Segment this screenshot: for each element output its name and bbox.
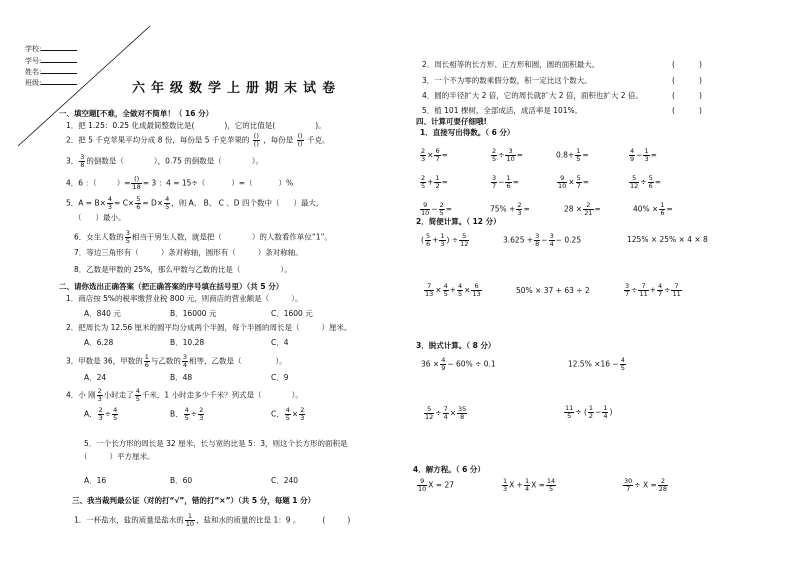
student-number-label: 学号: [25,58,77,65]
s4-p1-r3-c: 28 × $\frac{2}{21}$ = [564,201,601,217]
s2-q1-option-c[interactable]: C．1600 元 [271,309,313,318]
s1-q6: 6．女生人数的 $\frac{3}{5}$ 相当于男生人数，就是把（ ）的人数看作单位“1”。 [74,229,332,245]
class-label: 班级: [25,80,77,87]
s4-p1-r2-c: $\frac{9}{10}$ × $\frac{5}{7}$ = [558,174,590,190]
section-2-heading: 二、请你选出正确答案（把正确答案的序号填在括号里）（共 5 分） [59,282,284,291]
s2-q4: 4．小 刚 $\frac{2}{3}$ 小时走了 $\frac{4}{5}$ 千米，1 小时走多少千米？列式是（ ）。 [66,387,303,403]
s1-q8: 8．乙数是甲数的 25%，那么甲数与乙数的比是（ ）。 [74,265,292,274]
s4-p3-expr-1: 36 × $\frac{4}{9}$ − 60% ÷ 0.1 [421,356,496,372]
s2-q1: 1．商店按 5%的税率缴营业税 800 元，则商店的营业额是（ ）。 [66,294,303,303]
s3-q3: 3．一个不为零的数乘假分数，积一定比这个数大。 [422,76,592,85]
s4-p3-expr-2: 12.5% ×16 − $\frac{4}{5}$ [568,356,625,372]
s2-q5-option-c[interactable]: C．240 [271,476,299,485]
s2-q1-option-a[interactable]: A．840 元 [84,309,121,318]
s4-p1-r1-c: 0.8+ $\frac{1}{5}$ = [556,147,589,163]
s1-q7: 7．等边三角形有（ ）条对称轴，圆形有（ ）条对称轴。 [74,248,303,257]
s2-q4-option-b[interactable]: B． $\frac{4}{5}$ ÷ $\frac{2}{3}$ [170,406,204,422]
exam-title: 六年级数学上册期末试卷 [132,81,342,96]
s3-q2: 2．周长相等的长方形、正方形和圆，圆的面积最大。 [422,60,600,69]
s3-q1: 1．一杯盐水，盐的质量是盐水的 $\frac{1}{10}$ ，盐和水的质量的比是 1：9 。 ( ) [74,512,351,528]
s4-p2-expr-2: 3.625 + $\frac{3}{8}$ − $\frac{3}{4}$ − 0.25 [503,232,582,248]
section-3-heading: 三、我当裁判最公证（对的打“√”，错的打“×”）（共 5 分，每题 1 分） [72,496,316,505]
s4-p1-r3-a: $\frac{9}{10}$ − $\frac{2}{5}$ = [421,201,453,217]
section-1-heading: 一、填空题[不难，全做对不简单！（ 16 分） [59,109,214,118]
s3-q3-answer-paren[interactable]: ( ) [672,76,702,85]
s1-q5: 5．A = B× $\frac{4}{3}$ = C× $\frac{5}{6}$ = D× $\frac{4}{5}$ ，则 A、 B、 C 、D 四个数中（ ）最大, [66,195,319,211]
s3-q4-answer-paren[interactable]: ( ) [672,91,702,100]
s3-q2-answer-paren[interactable]: ( ) [672,60,702,69]
s4-p1-r1-d: $\frac{4}{9}$ − $\frac{1}{3}$ = [630,147,657,163]
s4-p2-expr-4: $\frac{7}{13}$ × $\frac{4}{5}$ + $\frac{4}{5}$ × $\frac{6}{13}$ [425,282,481,298]
s4-p1-r2-a: $\frac{2}{5}$ + $\frac{1}{2}$ = [421,174,448,190]
s2-q3-option-a[interactable]: A．24 [84,373,107,382]
s3-q5-answer-paren[interactable]: ( ) [672,106,702,115]
s4-p1-r2-b: $\frac{3}{7}$ − $\frac{1}{6}$ = [492,174,519,190]
s4-p3-expr-4: $\frac{11}{5}$ ÷ ( $\frac{1}{2}$ − $\frac{1}{4}$ ) [565,404,613,420]
s4-p4-equation-3: $\frac{30}{7}$ ÷ X = $\frac{2}{28}$ [624,477,668,493]
s3-q4: 4．圆的半径扩大 2 倍，它的周长就扩大 2 倍，面积也扩大 2 倍。 [422,91,643,100]
s4-p2-expr-1: ( $\frac{5}{6}$ + $\frac{1}{3}$ ) ÷ $\frac{5}{12}$ [421,232,469,248]
s2-q5-option-a[interactable]: A．16 [84,476,107,485]
s1-q5-cont: （ ）最小。 [74,213,126,222]
school-label: 学校: [25,46,77,53]
s1-q2: 2．把 5 千克苹果平均分成 8 份，每份是 5 千克苹果的 $\frac{()}{()}$ ，每份是 $\frac{()}{()}$ 千克。 [66,132,330,148]
s4-p2-expr-5: 50% × 37 + 63 ÷ 2 [516,286,590,295]
s4-p4-equation-2: $\frac{1}{3}$ X + $\frac{1}{4}$ X = $\frac{14}{5}$ [503,477,556,493]
s2-q2-option-a[interactable]: A．6.28 [84,338,114,347]
s1-q3: 3． $\frac{3}{8}$ 的倒数是（ ），0.75 的倒数是（ ）。 [66,153,264,169]
s4-p2-expr-3: 125% × 25% × 4 × 8 [627,235,708,244]
s2-q2: 2．把周长为 12.56 厘米的圆平均分成两个半圆，每个半圆的周长是（ ）厘米。 [66,323,352,332]
s4-p1-r3-d: 40% × $\frac{1}{6}$ = [633,201,673,217]
s4-p4-equation-1: $\frac{9}{10}$ X = 27 [418,477,455,493]
s4-p1-r1-a: $\frac{2}{3}$ × $\frac{6}{7}$ = [421,147,448,163]
s2-q4-option-a[interactable]: A． $\frac{2}{3}$ ÷ $\frac{4}{5}$ [84,406,118,422]
s2-q2-option-c[interactable]: C．4 [271,338,289,347]
s2-q5-option-b[interactable]: B．60 [170,476,193,485]
s2-q1-option-b[interactable]: B．16000 元 [170,309,217,318]
s2-q3-option-b[interactable]: B．48 [170,373,193,382]
s4-part4-heading: 4．解方程。（ 6 分） [413,465,485,474]
section-4-heading: 四、计算可要仔细哦! [416,117,487,126]
s4-p1-r1-b: $\frac{2}{5}$ ÷ $\frac{3}{10}$ = [492,147,524,163]
s2-q4-option-c[interactable]: C． $\frac{4}{5}$ × $\frac{2}{3}$ [271,406,305,422]
s4-part2-heading: 2．简便计算。（ 12 分） [416,217,501,226]
s4-part3-heading: 3．脱式计算。（ 8 分） [416,341,496,350]
s4-p3-expr-3: $\frac{5}{12}$ ÷ $\frac{7}{4}$ × $\frac{35}{8}$ [425,405,467,421]
name-label: 姓名: [25,69,77,76]
s4-p2-expr-6: $\frac{3}{7}$ ÷ $\frac{7}{11}$ + $\frac{4}{7}$ ÷ $\frac{7}{11}$ [625,282,681,298]
s1-q1: 1．把 1.25：0.25 化成最简整数比是( )，它的比值是( )。 [66,121,326,130]
s4-p1-r2-d: $\frac{5}{12}$ ÷ $\frac{5}{6}$ = [630,174,662,190]
s4-p1-r3-b: 75% + $\frac{2}{3}$ = [490,201,530,217]
s2-q3: 3．甲数是 36，甲数的 $\frac{1}{6}$ 与乙数的 $\frac{3}{4}$ 相等，乙数是（ ）。 [66,353,287,369]
s3-q5: 5．植 101 棵树，全部成活，成活率是 101%。 [422,106,583,115]
s1-q4: 4．6 ：（ ）= $\frac{()}{18}$ = 3 ：4 = 15÷（ ）=（ ）% [66,175,294,191]
s4-part1-heading: 1．直接写出得数。（ 6 分） [420,128,515,137]
s2-q5: 5．一个长方形的周长是 32 厘米，长与宽的比是 5：3，则这个长方形的面积是 [84,439,348,448]
s2-q5-cont: （ ）平方厘米。 [80,452,155,461]
s2-q3-option-c[interactable]: C．9 [271,373,289,382]
s2-q2-option-b[interactable]: B．10.28 [170,338,205,347]
